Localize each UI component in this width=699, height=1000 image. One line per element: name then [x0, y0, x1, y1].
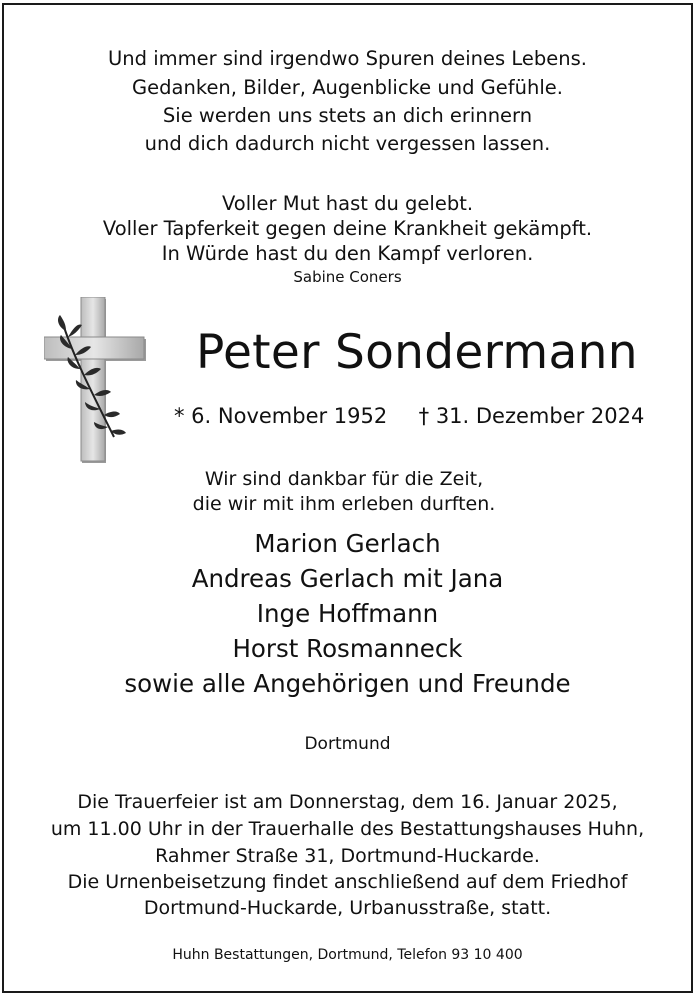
- mourner-name: Horst Rosmanneck: [232, 634, 463, 663]
- obituary-notice: [2, 3, 693, 993]
- life-dates: [174, 404, 674, 428]
- thanks-line: Wir sind dankbar für die Zeit,: [204, 468, 484, 490]
- ceremony-line: um 11.00 Uhr in der Trauerhalle des Bestattungshauses Huhn,: [50, 818, 645, 840]
- mourner-name: Andreas Gerlach mit Jana: [191, 564, 504, 593]
- poem-line: Voller Mut hast du gelebt.: [221, 192, 474, 215]
- poem-line: Gedanken, Bilder, Augenblicke und Gefühle.: [132, 76, 563, 99]
- funeral-home-footer: Huhn Bestattungen, Dortmund, Telefon 93 10 400: [172, 947, 523, 963]
- ceremony-line: Rahmer Straße 31, Dortmund-Huckarde.: [155, 845, 540, 867]
- poem-line: In Würde hast du den Kampf verloren.: [161, 242, 534, 265]
- place-name: Dortmund: [304, 734, 391, 754]
- poem-line: und dich dadurch nicht vergessen lassen.: [144, 132, 551, 155]
- thanks-line: die wir mit ihm erleben durften.: [192, 493, 496, 515]
- cross-with-palm-icon: [44, 297, 148, 465]
- poem-line: Voller Tapferkeit gegen deine Krankheit gekämpft.: [102, 217, 593, 240]
- mourner-name: Inge Hoffmann: [256, 599, 439, 628]
- death-date: † 31. Dezember 2024: [418, 404, 645, 428]
- mourner-name: Marion Gerlach: [254, 529, 441, 558]
- deceased-name: Peter Sondermann: [196, 325, 638, 380]
- ceremony-line: Die Trauerfeier ist am Donnerstag, dem 16. Januar 2025,: [77, 791, 618, 813]
- poem-author: Sabine Coners: [293, 268, 402, 286]
- mourner-name: sowie alle Angehörigen und Freunde: [124, 669, 571, 698]
- ceremony-line: Dortmund-Huckarde, Urbanusstraße, statt.: [143, 897, 552, 919]
- poem-line: Sie werden uns stets an dich erinnern: [162, 104, 533, 127]
- ceremony-line: Die Urnenbeisetzung findet anschließend auf dem Friedhof: [67, 871, 628, 893]
- birth-date: * 6. November 1952: [174, 404, 388, 428]
- poem-line: Und immer sind irgendwo Spuren deines Lebens.: [108, 47, 587, 70]
